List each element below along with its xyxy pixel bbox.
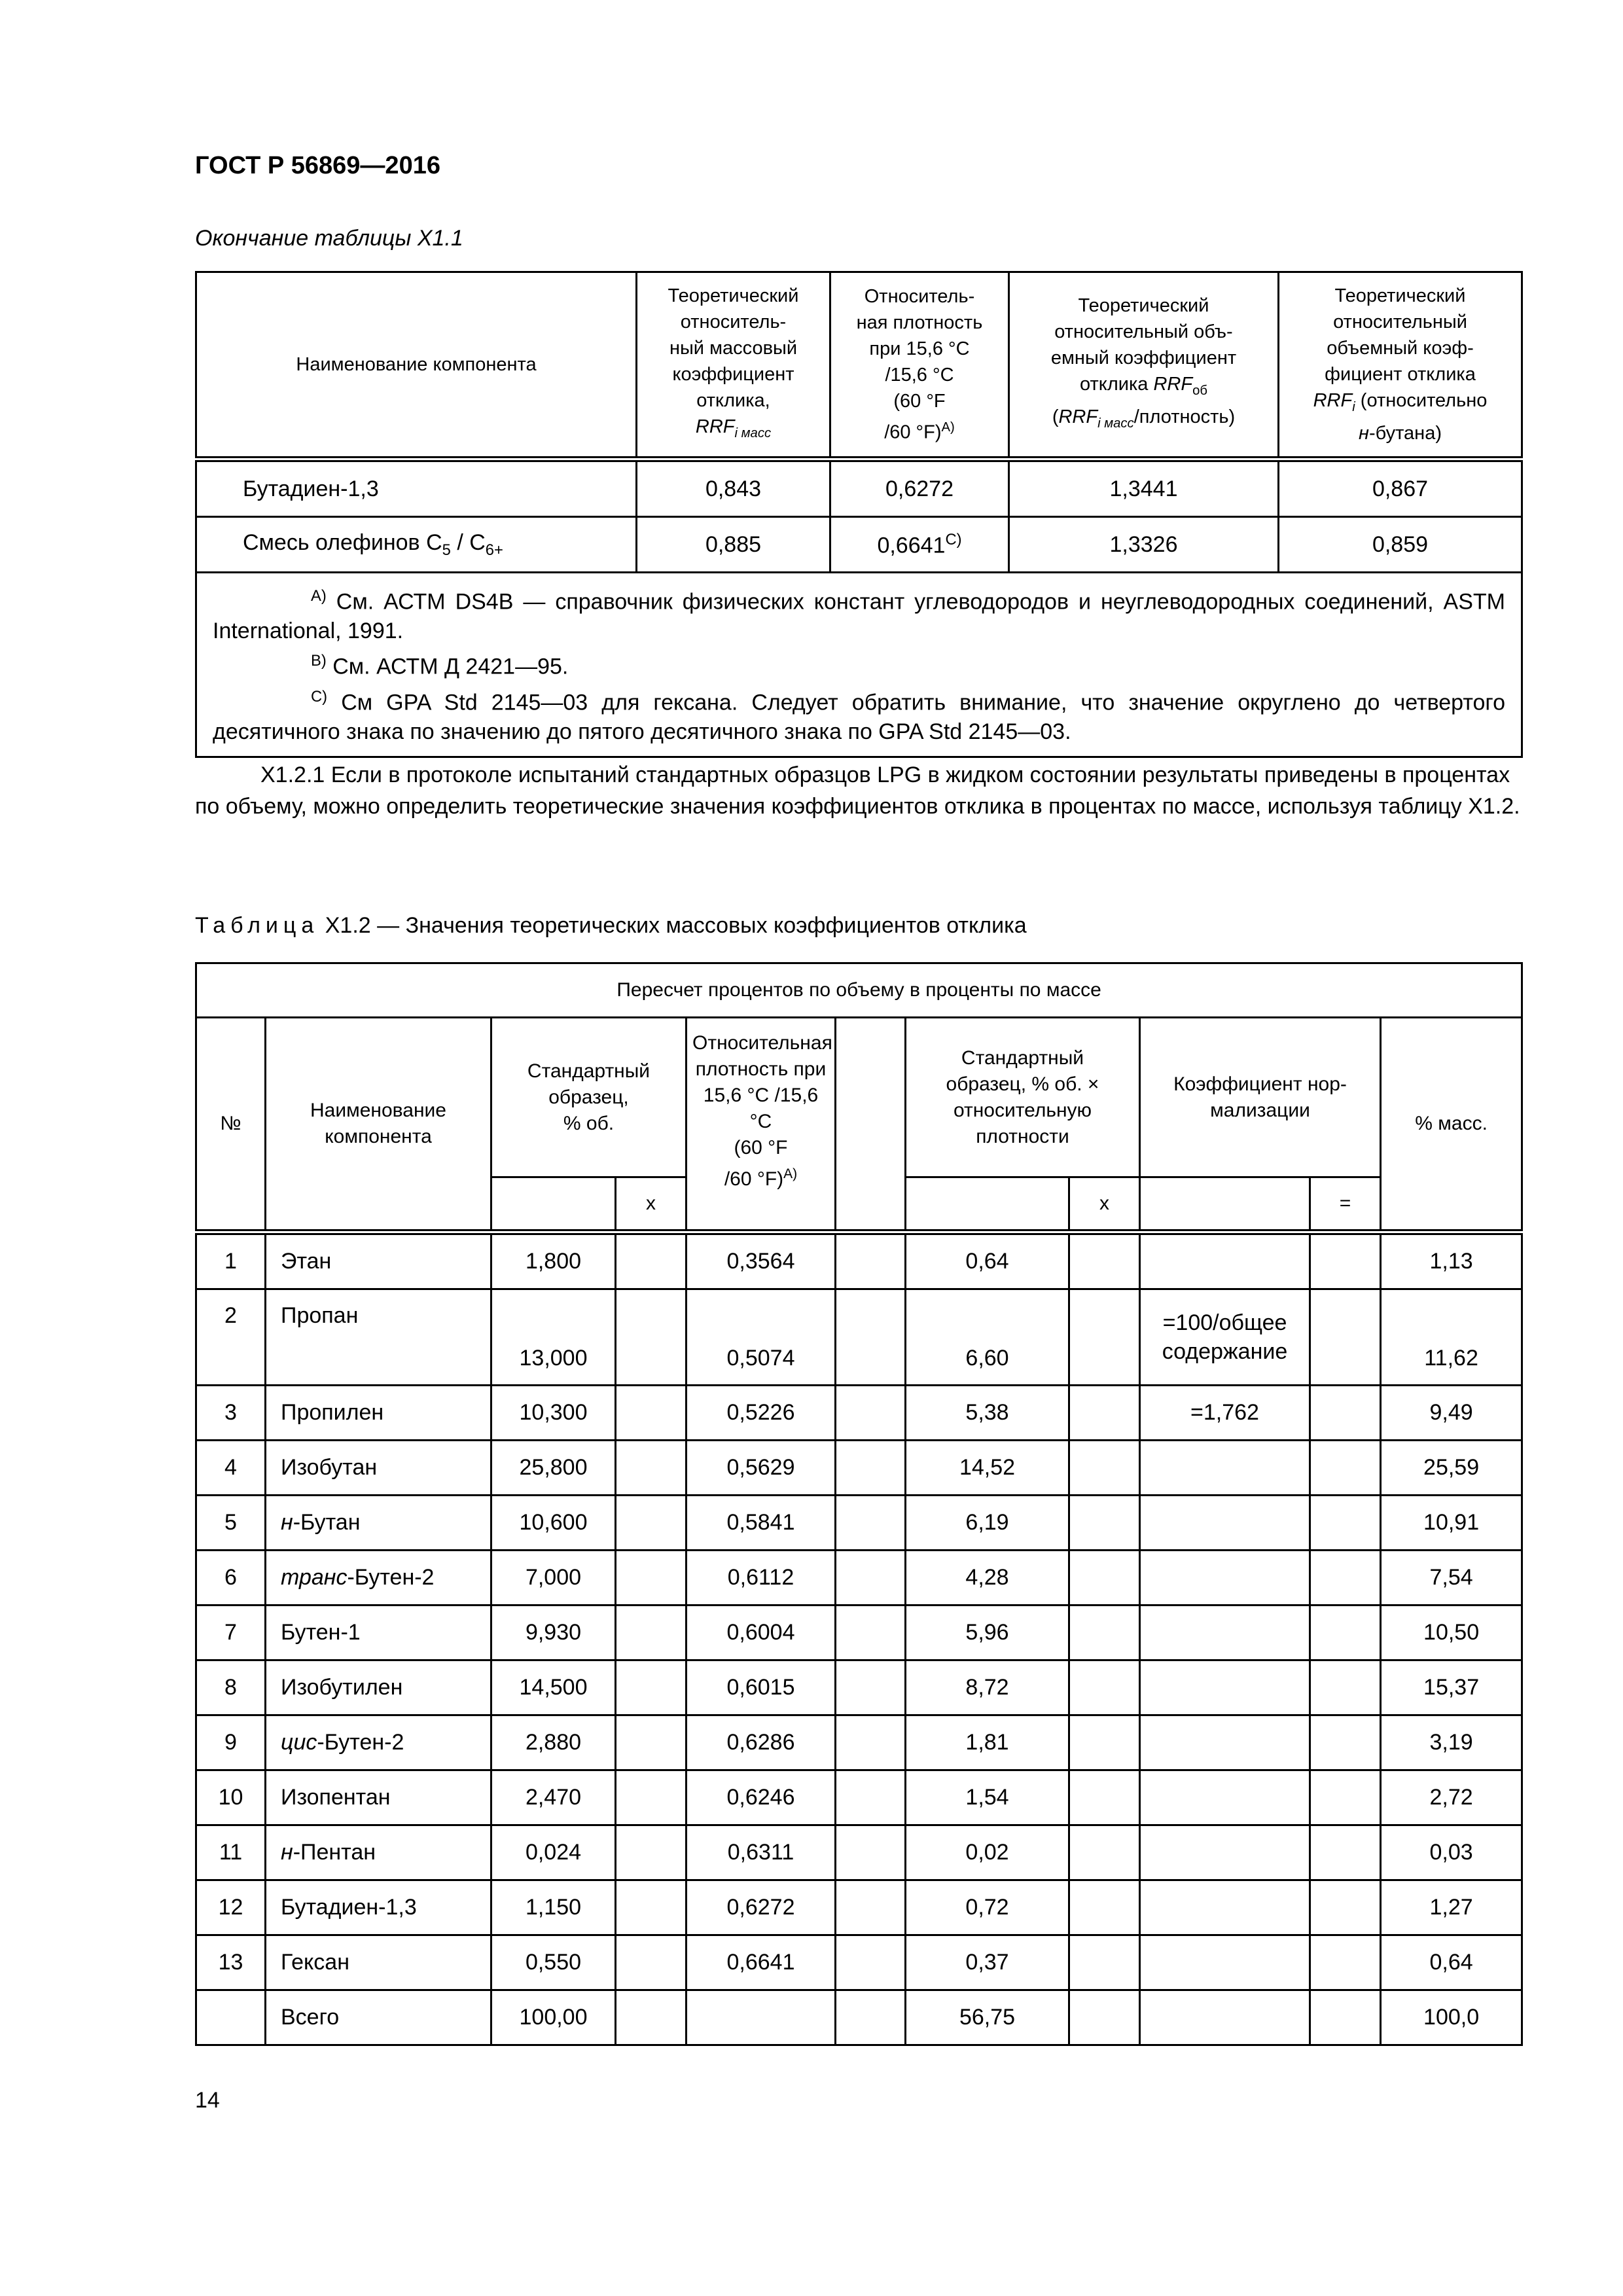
- mass-rrf-value: 0,843: [637, 459, 830, 517]
- density-value: 0,5841: [687, 1496, 836, 1551]
- product-value: 6,60: [906, 1289, 1069, 1386]
- component-name: Этан: [266, 1232, 491, 1289]
- product-value: 8,72: [906, 1660, 1069, 1715]
- mass-value: 0,64: [1381, 1935, 1522, 1990]
- col-header-product: Стандартный образец, % об. × относительную плотности: [906, 1018, 1140, 1177]
- norm-blank: [1140, 1177, 1310, 1232]
- product-blank: [906, 1177, 1069, 1232]
- norm-value: [1140, 1496, 1310, 1551]
- table-x1-2: [195, 962, 1523, 2046]
- row-no: 3: [196, 1386, 266, 1441]
- table2-title: Таблица X1.2 — Значения теоретических массовых коэффициентов отклика: [195, 913, 1027, 938]
- norm-value: [1140, 1605, 1310, 1660]
- row-no: 10: [196, 1770, 266, 1825]
- density-value: 0,6641: [687, 1935, 836, 1990]
- col-header-name: Наименование компонента: [196, 272, 637, 459]
- component-name: цис-Бутен-2: [266, 1715, 491, 1770]
- std-value: 25,800: [491, 1441, 616, 1496]
- component-name: Гексан: [266, 1935, 491, 1990]
- product-value: 0,37: [906, 1935, 1069, 1990]
- table-row: [196, 1715, 1522, 1770]
- row-no: 1: [196, 1232, 266, 1289]
- table1-continuation-title: Окончание таблицы X1.1: [195, 226, 463, 251]
- product-value: 4,28: [906, 1551, 1069, 1605]
- table-row: [196, 1496, 1522, 1551]
- std-value: 10,600: [491, 1496, 616, 1551]
- vol-rrf-value: 1,3441: [1009, 459, 1279, 517]
- col-header-density: Относительная плотность при 15,6 °С /15,6 °С (60 °F /60 °F)$^{A)}$: [687, 1018, 836, 1232]
- row-no: 11: [196, 1825, 266, 1880]
- table-row: [196, 1441, 1522, 1496]
- mass-value: 10,50: [1381, 1605, 1522, 1660]
- density-value: 0,6272: [687, 1880, 836, 1935]
- page-number: 14: [195, 2088, 220, 2113]
- table-row: [196, 1935, 1522, 1990]
- std-value: 10,300: [491, 1386, 616, 1441]
- mass-value: 9,49: [1381, 1386, 1522, 1441]
- std-value: 7,000: [491, 1551, 616, 1605]
- density-value: 0,6112: [687, 1551, 836, 1605]
- col-header-density: Относитель- ная плотность при 15,6 °С /15,6 °С (60 °F /60 °F)$^{A)}$: [830, 272, 1009, 459]
- col-header-mass-rrf: Теоретический относитель- ный массовый коэффициент отклика, $RRF_{i масс}$: [637, 272, 830, 459]
- density-value: 0,6311: [687, 1825, 836, 1880]
- row-no: 4: [196, 1441, 266, 1496]
- mass-value: 3,19: [1381, 1715, 1522, 1770]
- component-name: Пропилен: [266, 1386, 491, 1441]
- vol-rrf-value: 1,3326: [1009, 517, 1279, 573]
- table-row: [196, 459, 1522, 517]
- op-equals: =: [1310, 1177, 1381, 1232]
- table1-notes-row: [196, 573, 1522, 757]
- standard-title: ГОСТ Р 56869—2016: [195, 152, 440, 179]
- table-total-row: [196, 1990, 1522, 2045]
- mass-value: 7,54: [1381, 1551, 1522, 1605]
- col-header-mass: % масс.: [1381, 1018, 1522, 1232]
- product-value: 0,02: [906, 1825, 1069, 1880]
- col-header-vol-rrf: Теоретический относительный объ- емный коэффициент отклика $RRF_{об}$ $(RRF_{i масс}/плотность)$: [1009, 272, 1279, 459]
- norm-value: [1140, 1825, 1310, 1880]
- component-name: Бутадиен-1,3: [266, 1880, 491, 1935]
- component-name: Изобутан: [266, 1441, 491, 1496]
- density-value: $0,6641^{C)}$: [830, 517, 1009, 573]
- total-label: Всего: [266, 1990, 491, 2045]
- vol-rrf-butane-value: 0,867: [1279, 459, 1522, 517]
- row-no: 5: [196, 1496, 266, 1551]
- norm-value: [1140, 1660, 1310, 1715]
- row-no: 6: [196, 1551, 266, 1605]
- product-value: 0,64: [906, 1232, 1069, 1289]
- table2-header-row: [196, 1018, 1522, 1177]
- component-name: Пропан: [266, 1289, 491, 1386]
- norm-value: =100/общее содержание: [1140, 1289, 1310, 1386]
- col-header-name: Наименование компонента: [266, 1018, 491, 1232]
- col-header-op-equals: [836, 1018, 906, 1232]
- product-value: 0,72: [906, 1880, 1069, 1935]
- density-value: 0,5226: [687, 1386, 836, 1441]
- row-no: 7: [196, 1605, 266, 1660]
- density-value: 0,6286: [687, 1715, 836, 1770]
- mass-value: 25,59: [1381, 1441, 1522, 1496]
- total-product: 56,75: [906, 1990, 1069, 2045]
- mass-value: 1,27: [1381, 1880, 1522, 1935]
- col-header-no: №: [196, 1018, 266, 1232]
- table-row: [196, 1880, 1522, 1935]
- component-name: Бутен-1: [266, 1605, 491, 1660]
- density-value: 0,3564: [687, 1232, 836, 1289]
- component-name: Изопентан: [266, 1770, 491, 1825]
- col-header-std: Стандартный образец, % об.: [491, 1018, 687, 1177]
- table2-banner-row: [196, 963, 1522, 1018]
- density-value: 0,6272: [830, 459, 1009, 517]
- mass-value: 0,03: [1381, 1825, 1522, 1880]
- std-value: 0,024: [491, 1825, 616, 1880]
- table-row: [196, 1551, 1522, 1605]
- product-value: 1,81: [906, 1715, 1069, 1770]
- std-value: 9,930: [491, 1605, 616, 1660]
- table-row: [196, 1770, 1522, 1825]
- mass-value: 10,91: [1381, 1496, 1522, 1551]
- mass-value: 11,62: [1381, 1289, 1522, 1386]
- table-row: [196, 1605, 1522, 1660]
- total-mass: 100,0: [1381, 1990, 1522, 2045]
- product-value: 1,54: [906, 1770, 1069, 1825]
- product-value: 5,96: [906, 1605, 1069, 1660]
- norm-value: [1140, 1935, 1310, 1990]
- row-no: 13: [196, 1935, 266, 1990]
- row-no: 9: [196, 1715, 266, 1770]
- std-value: 14,500: [491, 1660, 616, 1715]
- footnote-b: $^{B)}$ См. АСТМ Д 2421—95.: [311, 652, 569, 679]
- footnote-a: $^{A)}$ См. АСТМ DS4B — справочник физических констант углеводородов и неуглеводородных соединений, ASTM International, 1991.: [213, 587, 1505, 644]
- density-value: 0,6004: [687, 1605, 836, 1660]
- norm-value: [1140, 1232, 1310, 1289]
- std-value: 1,800: [491, 1232, 616, 1289]
- table2-banner: Пересчет процентов по объему в проценты по массе: [196, 963, 1522, 1018]
- table-x1-1: [195, 271, 1523, 758]
- density-value: 0,6246: [687, 1770, 836, 1825]
- norm-value: [1140, 1441, 1310, 1496]
- mass-value: 2,72: [1381, 1770, 1522, 1825]
- std-value: 13,000: [491, 1289, 616, 1386]
- norm-value: [1140, 1770, 1310, 1825]
- component-name: Смесь олефинов $С_5 / С_{6+}$: [196, 517, 637, 573]
- norm-value: [1140, 1715, 1310, 1770]
- std-blank: [491, 1177, 616, 1232]
- table-row: [196, 1825, 1522, 1880]
- row-no: 12: [196, 1880, 266, 1935]
- norm-value: [1140, 1551, 1310, 1605]
- table1-header-row: [196, 272, 1522, 459]
- mass-value: 15,37: [1381, 1660, 1522, 1715]
- table-row: [196, 1660, 1522, 1715]
- col-header-vol-rrf-butane: Теоретический относительный объемный коэф- фициент отклика $RRF_i$ (относительно н-бутана): [1279, 272, 1522, 459]
- product-value: 14,52: [906, 1441, 1069, 1496]
- mass-rrf-value: 0,885: [637, 517, 830, 573]
- std-value: 2,880: [491, 1715, 616, 1770]
- component-name: Изобутилен: [266, 1660, 491, 1715]
- std-value: 0,550: [491, 1935, 616, 1990]
- product-value: 6,19: [906, 1496, 1069, 1551]
- component-name: транс-Бутен-2: [266, 1551, 491, 1605]
- op-times: x: [616, 1177, 687, 1232]
- product-value: 5,38: [906, 1386, 1069, 1441]
- norm-value: [1140, 1880, 1310, 1935]
- op-times: x: [1069, 1177, 1140, 1232]
- table-row: [196, 1386, 1522, 1441]
- std-value: 1,150: [491, 1880, 616, 1935]
- density-value: 0,5074: [687, 1289, 836, 1386]
- table-row: [196, 517, 1522, 573]
- component-name: н-Пентан: [266, 1825, 491, 1880]
- component-name: н-Бутан: [266, 1496, 491, 1551]
- table-row: [196, 1289, 1522, 1386]
- paragraph-x1-2-1: X1.2.1 Если в протоколе испытаний стандартных образцов LPG в жидком состоянии результаты приведены в процентах по объему, можно определить теоретические значения коэффициентов отклика в процентах по массе, используя таблицу X1.2.: [195, 762, 1520, 819]
- component-name: Бутадиен-1,3: [196, 459, 637, 517]
- density-value: 0,6015: [687, 1660, 836, 1715]
- row-no: 8: [196, 1660, 266, 1715]
- std-value: 2,470: [491, 1770, 616, 1825]
- norm-value: =1,762: [1140, 1386, 1310, 1441]
- mass-value: 1,13: [1381, 1232, 1522, 1289]
- table1-footnotes: [196, 573, 1522, 757]
- footnote-c: $^{C)}$ См GPA Std 2145—03 для гексана. Следует обратить внимание, что значение округлено до четвертого десятичного знака по значению до пятого десятичного знака по GPA Std 2145—03.: [213, 687, 1505, 744]
- total-std: 100,00: [491, 1990, 616, 2045]
- vol-rrf-butane-value: 0,859: [1279, 517, 1522, 573]
- row-no: 2: [196, 1289, 266, 1386]
- density-value: 0,5629: [687, 1441, 836, 1496]
- col-header-norm: Коэффициент нор- мализации: [1140, 1018, 1381, 1177]
- table-row: [196, 1232, 1522, 1289]
